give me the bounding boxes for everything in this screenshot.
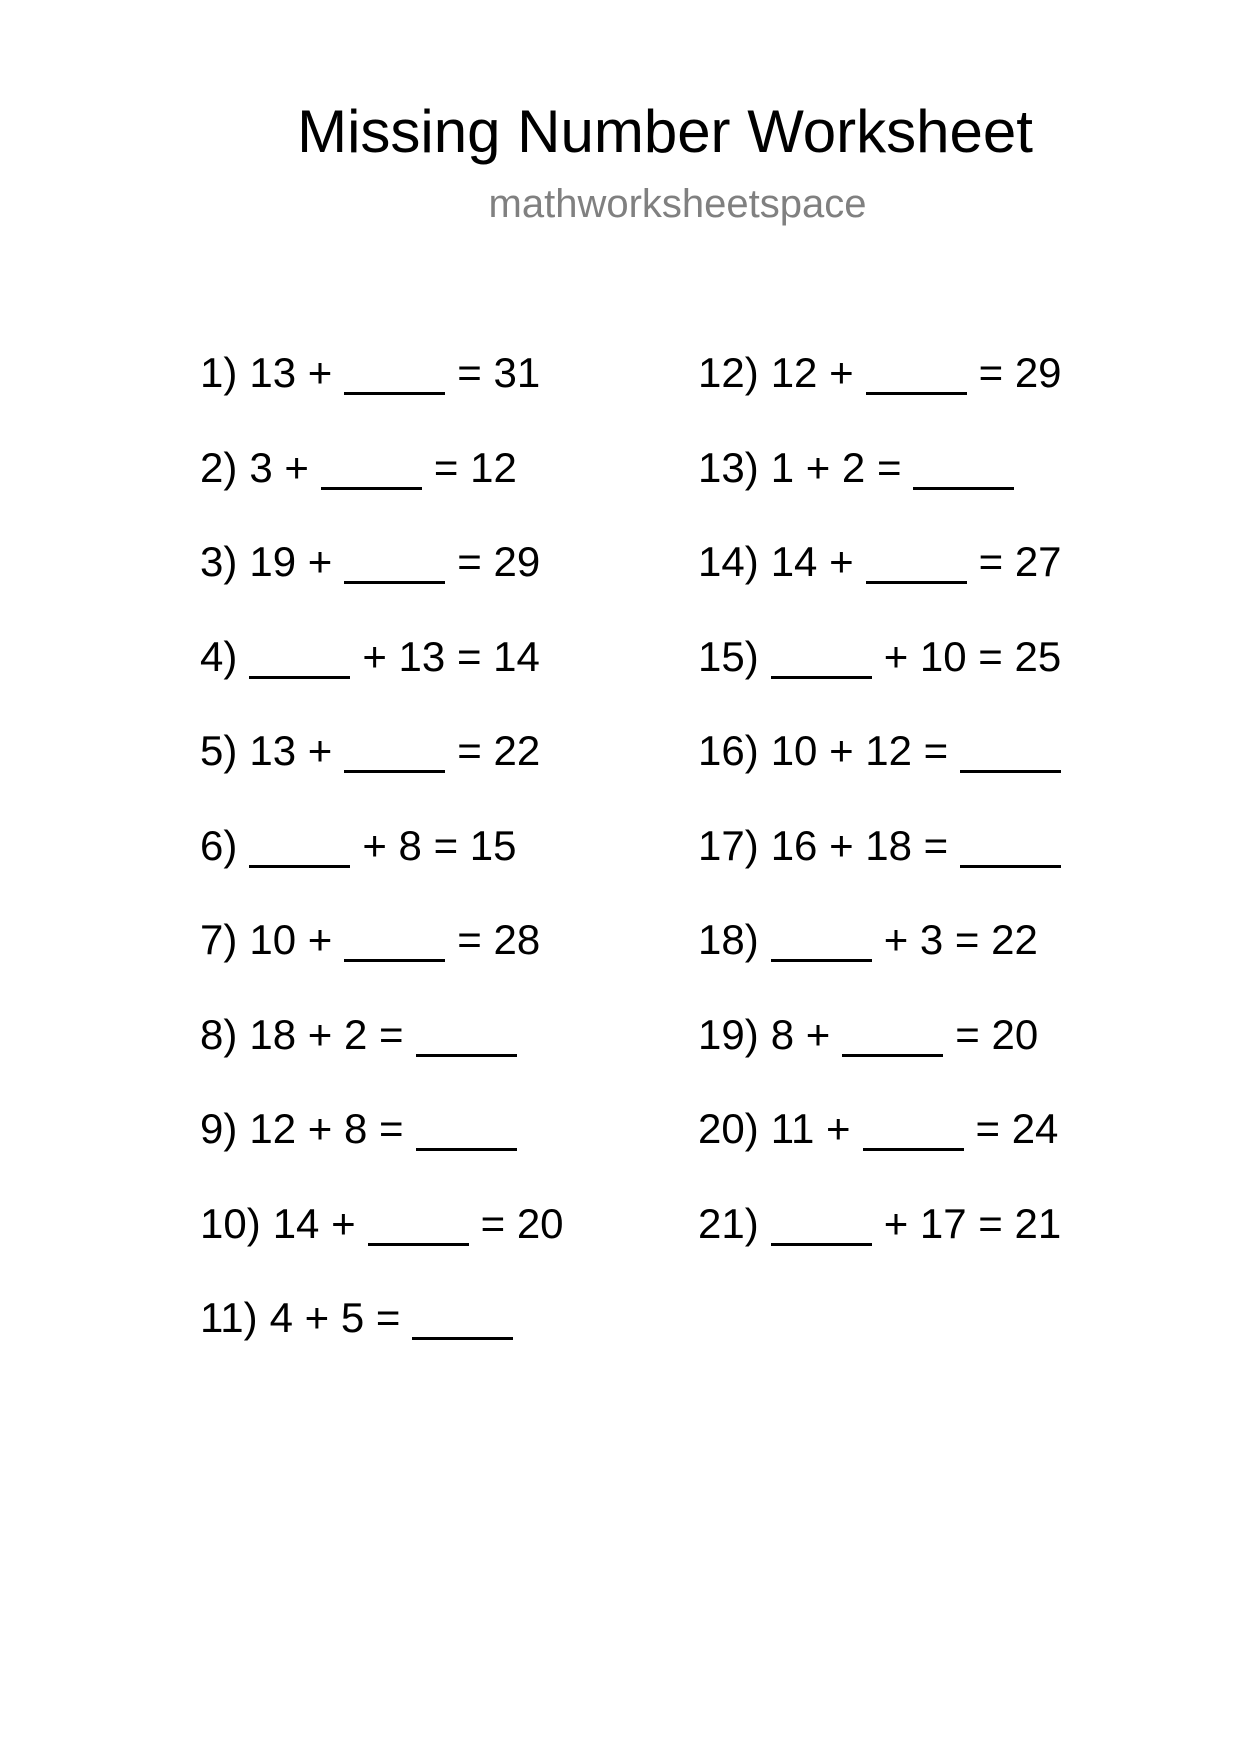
problem-number: 5) [200,727,238,774]
problem-after: = 20 [480,1199,564,1247]
problems-column-left [200,346,564,1386]
answer-blank[interactable] [344,724,445,773]
problem-item [200,441,564,536]
problem-before: 1 + 2 = [770,443,902,491]
problem-after: = 27 [978,538,1062,585]
answer-blank[interactable] [771,630,872,679]
problem-item [200,913,564,1008]
problem-item [200,535,564,630]
problem-number: 15) [698,632,759,680]
problem-number: 17) [698,821,759,869]
problem-number: 2) [200,443,238,491]
answer-blank[interactable] [771,913,872,962]
problem-number: 3) [200,538,238,585]
answer-blank[interactable] [249,630,350,679]
answer-blank[interactable] [960,724,1061,773]
problem-after: = 31 [457,349,541,396]
problem-item [698,346,1073,441]
answer-blank[interactable] [412,1291,513,1340]
answer-blank[interactable] [771,1197,872,1246]
problem-number: 13) [698,443,759,491]
problem-number: 16) [698,727,759,774]
problem-after: = 24 [975,1105,1059,1152]
answer-blank[interactable] [344,913,445,962]
answer-blank[interactable] [368,1197,469,1246]
problem-after: = 28 [457,916,541,963]
problem-before: 13 + [249,727,333,774]
problem-after: = 22 [457,727,541,774]
answer-blank[interactable] [863,1102,964,1151]
problem-item [698,913,1073,1008]
problem-number: 6) [200,821,238,869]
problem-before: 12 + 8 = [249,1105,404,1152]
problem-item [200,1291,564,1386]
answer-blank[interactable] [913,441,1014,490]
problem-before: 4 + 5 = [269,1294,401,1341]
problem-number: 20) [698,1105,759,1152]
problem-before: 19 + [249,538,333,585]
problem-item [698,819,1073,914]
problem-item [698,1102,1073,1197]
problem-item [698,1008,1073,1103]
problem-item [698,441,1073,536]
problem-number: 1) [200,349,238,396]
answer-blank[interactable] [842,1008,943,1057]
problem-number: 12) [698,349,759,396]
answer-blank[interactable] [344,535,445,584]
problem-item [200,346,564,441]
problem-number: 19) [698,1010,759,1058]
answer-blank[interactable] [416,1008,517,1057]
problem-after: + 13 = 14 [362,632,540,680]
problem-after: = 12 [433,443,517,491]
worksheet-subtitle: mathworksheetspace [488,182,867,226]
problem-number: 10) [200,1199,261,1247]
problem-before: 14 + [770,538,854,585]
problem-item [200,819,564,914]
worksheet-title: Missing Number Worksheet [297,98,1033,165]
problem-after: = 20 [955,1010,1039,1058]
answer-blank[interactable] [416,1102,517,1151]
answer-blank[interactable] [344,346,445,395]
answer-blank[interactable] [321,441,422,490]
problem-before: 11 + [770,1105,851,1152]
problem-item [698,1197,1073,1292]
answer-blank[interactable] [866,535,967,584]
problem-after: + 10 = 25 [883,632,1062,680]
problems-column-right [698,346,1073,1291]
problem-before: 10 + [249,916,333,963]
problem-before: 13 + [249,349,333,396]
problem-item [698,724,1073,819]
problem-number: 18) [698,916,759,963]
problem-before: 12 + [770,349,854,396]
problem-item [200,1102,564,1197]
problem-item [200,630,564,725]
problem-after: = 29 [457,538,541,585]
problem-after: + 8 = 15 [362,821,517,869]
answer-blank[interactable] [866,346,967,395]
problem-item [200,724,564,819]
problem-number: 7) [200,916,238,963]
problem-before: 3 + [249,443,309,491]
problem-number: 9) [200,1105,238,1152]
problem-number: 11) [200,1294,258,1341]
problem-item [698,630,1073,725]
problem-before: 16 + 18 = [770,821,949,869]
problem-after: = 29 [978,349,1062,396]
problem-number: 14) [698,538,759,585]
answer-blank[interactable] [960,819,1061,868]
problem-before: 18 + 2 = [249,1010,404,1058]
problem-item [200,1197,564,1292]
problem-before: 10 + 12 = [770,727,949,774]
problem-item [200,1008,564,1103]
problem-number: 21) [698,1199,759,1247]
problem-number: 8) [200,1010,238,1058]
problem-number: 4) [200,632,238,680]
problem-before: 14 + [272,1199,356,1247]
answer-blank[interactable] [249,819,350,868]
problem-item [698,535,1073,630]
problem-after: + 3 = 22 [883,916,1038,963]
problem-after: + 17 = 21 [883,1199,1062,1247]
problem-before: 8 + [770,1010,831,1058]
